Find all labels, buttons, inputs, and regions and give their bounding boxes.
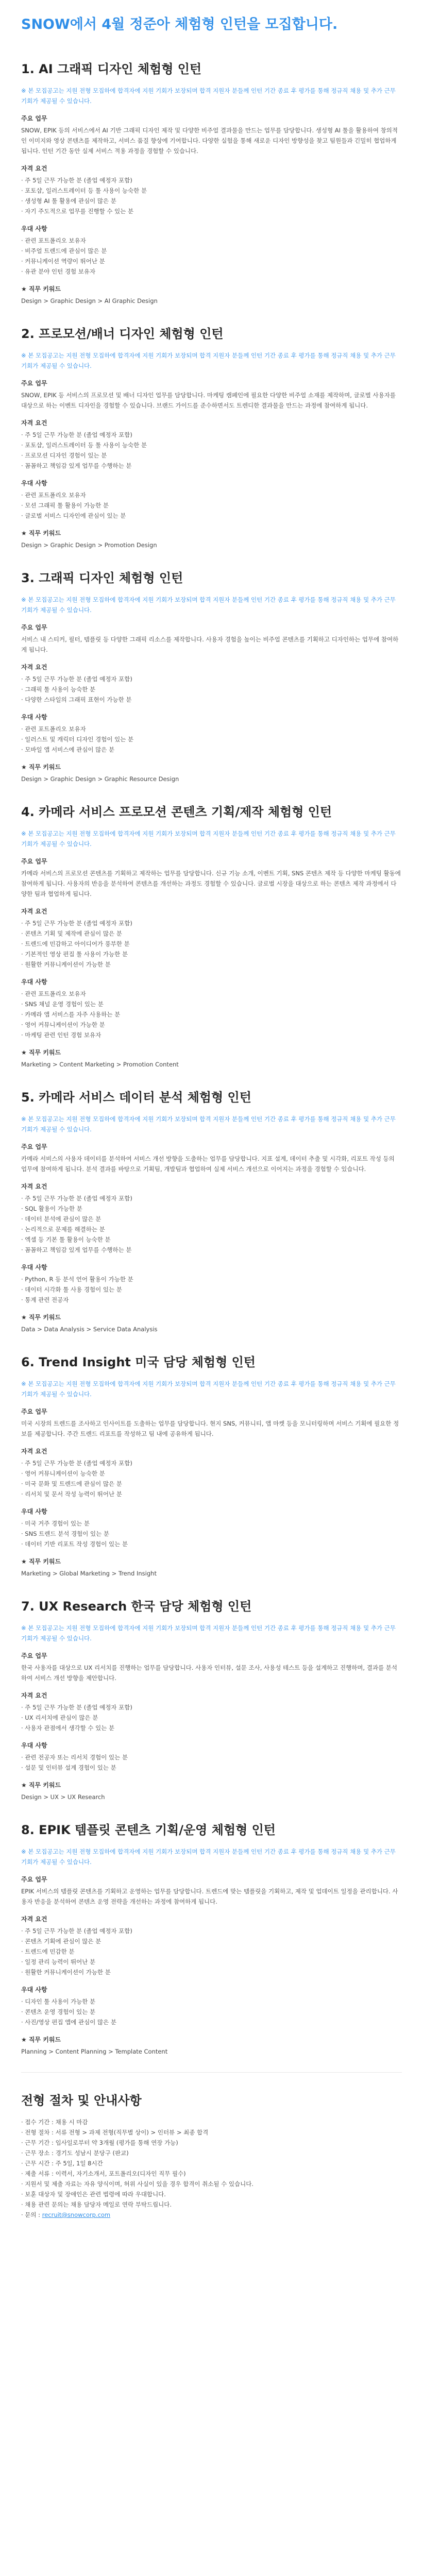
list-item: · 논리적으로 문제를 해결하는 분 bbox=[21, 1226, 105, 1233]
req-label: 자격 요건 bbox=[21, 1183, 47, 1190]
job-title: 7. UX Research 한국 담당 체험형 인턴 bbox=[21, 1599, 252, 1614]
process-item: · 채용 관련 문의는 채용 담당자 메일로 연락 부탁드립니다. bbox=[21, 2201, 172, 2208]
job-note: ※ 본 모집공고는 지원 전형 모집하에 합격자에 지원 기회가 보장되며 합격 지원자 분들께 인턴 기간 종료 후 평가를 통해 정규직 채용 및 추가 근무 기회가 제공될 수 있습니다. bbox=[21, 87, 396, 105]
list-item: · Python, R 등 분석 언어 활용이 가능한 분 bbox=[21, 1276, 133, 1283]
list-item: · 관련 포트폴리오 보유자 bbox=[21, 237, 86, 244]
job-label: ★ 직무 키워드 bbox=[21, 1782, 61, 1789]
pref-label: 우대 사항 bbox=[21, 978, 47, 986]
list-item: · 영어 커뮤니케이션이 가능한 분 bbox=[21, 1021, 105, 1028]
req-label: 자격 요건 bbox=[21, 419, 47, 427]
process-item: · 근무 기간 : 입사일로부터 약 3개월 (평가를 통해 연장 가능) bbox=[21, 2139, 178, 2146]
list-item: Design > UX > UX Research bbox=[21, 1793, 105, 1801]
req-list bbox=[21, 918, 402, 970]
desc-text: 미국 시장의 트렌드를 조사하고 인사이트를 도출하는 업무를 담당합니다. 현지 SNS, 커뮤니티, 앱 마켓 등을 모니터링하며 서비스 기획에 필요한 정보를 제공합니다. 주간 트렌드 리포트를 작성하고 팀 내에 공유하게 됩니다. bbox=[21, 1420, 399, 1437]
process-item: · 근무 장소 : 경기도 성남시 분당구 (판교) bbox=[21, 2149, 129, 2157]
list-item: · 포토샵, 일러스트레이터 등 툴 사용이 능숙한 분 bbox=[21, 187, 147, 194]
list-item: · 콘텐츠 운영 경험이 있는 분 bbox=[21, 2008, 96, 2015]
job-label: ★ 직무 키워드 bbox=[21, 1049, 61, 1056]
job-list bbox=[21, 296, 402, 306]
desc-text: EPIK 서비스의 템플릿 콘텐츠를 기획하고 운영하는 업무를 담당합니다. 트렌드에 맞는 템플릿을 기획하고, 제작 및 업데이트 일정을 관리합니다. 사용자 반응을 분석하여 콘텐츠 운영 전략을 개선하는 과정에 참여하게 됩니다. bbox=[21, 1888, 398, 1905]
list-item: · 사진/영상 편집 앱에 관심이 많은 분 bbox=[21, 2019, 116, 2026]
list-item: · 원활한 커뮤니케이션이 가능한 분 bbox=[21, 961, 111, 968]
desc-label: 주요 업무 bbox=[21, 1408, 47, 1415]
job-section-8 bbox=[21, 1822, 402, 2057]
pref-label: 우대 사항 bbox=[21, 1742, 47, 1749]
process-item: · 보훈 대상자 및 장애인은 관련 법령에 따라 우대합니다. bbox=[21, 2191, 166, 2198]
job-section-3 bbox=[21, 570, 402, 784]
list-item: · 데이터 분석에 관심이 많은 분 bbox=[21, 1215, 101, 1223]
desc-label: 주요 업무 bbox=[21, 115, 47, 122]
req-label: 자격 요건 bbox=[21, 1692, 47, 1699]
list-item: Design > Graphic Design > AI Graphic Design bbox=[21, 297, 158, 304]
req-label: 자격 요건 bbox=[21, 908, 47, 915]
process-item: · 전형 절차 : 서류 전형 > 과제 전형(직무별 상이) > 인터뷰 > 최종 합격 bbox=[21, 2129, 209, 2136]
job-section-2 bbox=[21, 326, 402, 550]
req-list bbox=[21, 175, 402, 216]
list-item: Marketing > Global Marketing > Trend Insight bbox=[21, 1570, 157, 1577]
job-note: ※ 본 모집공고는 지원 전형 모집하에 합격자에 지원 기회가 보장되며 합격 지원자 분들께 인턴 기간 종료 후 평가를 통해 정규직 채용 및 추가 근무 기회가 제공될 수 있습니다. bbox=[21, 1848, 396, 1866]
pref-list bbox=[21, 490, 402, 521]
job-note: ※ 본 모집공고는 지원 전형 모집하에 합격자에 지원 기회가 보장되며 합격 지원자 분들께 인턴 기간 종료 후 평가를 통해 정규직 채용 및 추가 근무 기회가 제공될 수 있습니다. bbox=[21, 352, 396, 369]
job-list bbox=[21, 2046, 402, 2057]
desc-label: 주요 업무 bbox=[21, 624, 47, 631]
job-list bbox=[21, 774, 402, 784]
job-title: 3. 그래픽 디자인 체험형 인턴 bbox=[21, 571, 183, 585]
job-label: ★ 직무 키워드 bbox=[21, 764, 61, 771]
pref-label: 우대 사항 bbox=[21, 1264, 47, 1271]
list-item: · 기본적인 영상 편집 툴 사용이 가능한 분 bbox=[21, 951, 128, 958]
list-item: · 주 5일 근무 가능한 분 (졸업 예정자 포함) bbox=[21, 1927, 132, 1935]
list-item: · 미국 문화 및 트렌드에 관심이 많은 분 bbox=[21, 1480, 122, 1487]
desc-text: 카메라 서비스의 사용자 데이터를 분석하여 서비스 개선 방향을 도출하는 업무를 담당합니다. 지표 설계, 데이터 추출 및 시각화, 리포트 작성 등의 업무에 참여하게 됩니다. 분석 결과를 바탕으로 기획팀, 개발팀과 협업하여 실제 서비스 개선으로 이어지는 과정을 경험할 수 있습니다. bbox=[21, 1155, 395, 1173]
job-title: 2. 프로모션/배너 디자인 체험형 인턴 bbox=[21, 327, 224, 341]
job-list bbox=[21, 1059, 402, 1070]
job-note: ※ 본 모집공고는 지원 전형 모집하에 합격자에 지원 기회가 보장되며 합격 지원자 분들께 인턴 기간 종료 후 평가를 통해 정규직 채용 및 추가 근무 기회가 제공될 수 있습니다. bbox=[21, 1624, 396, 1642]
req-label: 자격 요건 bbox=[21, 664, 47, 671]
pref-label: 우대 사항 bbox=[21, 1986, 47, 1993]
pref-list bbox=[21, 724, 402, 755]
job-label: ★ 직무 키워드 bbox=[21, 285, 61, 293]
req-list bbox=[21, 1926, 402, 1977]
list-item: · 콘텐츠 기획에 관심이 많은 분 bbox=[21, 1938, 101, 1945]
list-item: · SNS 채널 운영 경험이 있는 분 bbox=[21, 1001, 104, 1008]
list-item: · 일정 관리 능력이 뛰어난 분 bbox=[21, 1958, 96, 1965]
list-item: Data > Data Analysis > Service Data Analysis bbox=[21, 1326, 158, 1333]
req-label: 자격 요건 bbox=[21, 1916, 47, 1923]
list-item: · 설문 및 인터뷰 설계 경험이 있는 분 bbox=[21, 1764, 116, 1771]
pref-list bbox=[21, 1274, 402, 1305]
list-item: · 글로벌 서비스 디자인에 관심이 있는 분 bbox=[21, 512, 126, 519]
list-item: · SQL 활용이 가능한 분 bbox=[21, 1205, 82, 1212]
pref-list bbox=[21, 1752, 402, 1773]
job-note: ※ 본 모집공고는 지원 전형 모집하에 합격자에 지원 기회가 보장되며 합격 지원자 분들께 인턴 기간 종료 후 평가를 통해 정규직 채용 및 추가 근무 기회가 제공될 수 있습니다. bbox=[21, 596, 396, 614]
desc-label: 주요 업무 bbox=[21, 1143, 47, 1150]
job-section-1 bbox=[21, 61, 402, 306]
list-item: · 디자인 툴 사용이 가능한 분 bbox=[21, 1998, 96, 2005]
job-section-4 bbox=[21, 804, 402, 1070]
list-item: · 관련 포트폴리오 보유자 bbox=[21, 725, 86, 733]
job-list bbox=[21, 1324, 402, 1334]
process-section bbox=[21, 2092, 402, 2220]
job-title: 4. 카메라 서비스 프로모션 콘텐츠 기획/제작 체험형 인턴 bbox=[21, 805, 332, 819]
pref-list bbox=[21, 989, 402, 1040]
list-item: · 관련 포트폴리오 보유자 bbox=[21, 990, 86, 997]
desc-label: 주요 업무 bbox=[21, 858, 47, 865]
job-title: 5. 카메라 서비스 데이터 분석 체험형 인턴 bbox=[21, 1090, 251, 1105]
req-list bbox=[21, 430, 402, 471]
contact-line bbox=[21, 2210, 402, 2220]
list-item: · 트렌드에 민감하고 아이디어가 풍부한 분 bbox=[21, 940, 130, 947]
job-list bbox=[21, 540, 402, 550]
divider bbox=[21, 2072, 402, 2073]
desc-text: 서비스 내 스티커, 필터, 템플릿 등 다양한 그래픽 리소스를 제작합니다. 사용자 경험을 높이는 비주얼 콘텐츠를 기획하고 디자인하는 업무에 참여하게 됩니다. bbox=[21, 636, 399, 653]
req-list bbox=[21, 1458, 402, 1499]
list-item: · 콘텐츠 기획 및 제작에 관심이 많은 분 bbox=[21, 930, 122, 937]
job-title: 8. EPIK 템플릿 콘텐츠 기획/운영 체험형 인턴 bbox=[21, 1823, 276, 1837]
list-item: · 그래픽 툴 사용이 능숙한 분 bbox=[21, 686, 96, 693]
list-item: Planning > Content Planning > Template Content bbox=[21, 2048, 168, 2055]
list-item: · 트렌드에 민감한 분 bbox=[21, 1948, 75, 1955]
job-label: ★ 직무 키워드 bbox=[21, 1558, 61, 1565]
list-item: Design > Graphic Design > Graphic Resource Design bbox=[21, 775, 179, 783]
list-item: · 자기 주도적으로 업무를 진행할 수 있는 분 bbox=[21, 208, 134, 215]
sections-container bbox=[21, 61, 402, 2057]
req-list bbox=[21, 1193, 402, 1255]
job-note: ※ 본 모집공고는 지원 전형 모집하에 합격자에 지원 기회가 보장되며 합격 지원자 분들께 인턴 기간 종료 후 평가를 통해 정규직 채용 및 추가 근무 기회가 제공될 수 있습니다. bbox=[21, 1380, 396, 1398]
job-label: ★ 직무 키워드 bbox=[21, 2036, 61, 2043]
list-item: · UX 리서치에 관심이 많은 분 bbox=[21, 1714, 98, 1721]
list-item: · 꼼꼼하고 책임감 있게 업무를 수행하는 분 bbox=[21, 1246, 132, 1253]
job-section-5 bbox=[21, 1089, 402, 1334]
req-list bbox=[21, 1702, 402, 1733]
list-item: · 다양한 스타일의 그래픽 표현이 가능한 분 bbox=[21, 696, 132, 703]
contact-label: · 문의 : bbox=[21, 2211, 42, 2218]
list-item: · 주 5일 근무 가능한 분 (졸업 예정자 포함) bbox=[21, 920, 132, 927]
desc-text: 한국 사용자를 대상으로 UX 리서치를 진행하는 업무를 담당합니다. 사용자 인터뷰, 설문 조사, 사용성 테스트 등을 설계하고 진행하며, 결과를 분석하여 서비스 개선 방향을 제안합니다. bbox=[21, 1664, 397, 1682]
list-item: Design > Graphic Design > Promotion Design bbox=[21, 541, 157, 549]
list-item: · 비주얼 트렌드에 관심이 많은 분 bbox=[21, 247, 107, 255]
job-list bbox=[21, 1792, 402, 1802]
list-item: · 꼼꼼하고 책임감 있게 업무를 수행하는 분 bbox=[21, 462, 132, 469]
list-item: · 데이터 기반 리포트 작성 경험이 있는 분 bbox=[21, 1540, 128, 1548]
job-label: ★ 직무 키워드 bbox=[21, 1314, 61, 1321]
process-item: · 제출 서류 : 이력서, 자기소개서, 포트폴리오(디자인 직무 필수) bbox=[21, 2170, 186, 2177]
list-item: · 관련 포트폴리오 보유자 bbox=[21, 492, 86, 499]
process-item: · 지원서 및 제출 자료는 자유 양식이며, 허위 사실이 있을 경우 합격이 취소될 수 있습니다. bbox=[21, 2180, 253, 2188]
desc-label: 주요 업무 bbox=[21, 1876, 47, 1883]
list-item: · 통계 관련 전공자 bbox=[21, 1296, 69, 1303]
list-item: · 일러스트 및 캐릭터 디자인 경험이 있는 분 bbox=[21, 736, 134, 743]
pref-list bbox=[21, 1518, 402, 1549]
pref-label: 우대 사항 bbox=[21, 480, 47, 487]
list-item: · 엑셀 등 기본 툴 활용이 능숙한 분 bbox=[21, 1236, 111, 1243]
pref-label: 우대 사항 bbox=[21, 225, 47, 232]
list-item: · 원활한 커뮤니케이션이 가능한 분 bbox=[21, 1969, 111, 1976]
req-label: 자격 요건 bbox=[21, 1448, 47, 1455]
list-item: · 주 5일 근무 가능한 분 (졸업 예정자 포함) bbox=[21, 1460, 132, 1467]
list-item: · 생성형 AI 툴 활용에 관심이 많은 분 bbox=[21, 197, 116, 205]
list-item: · 모바일 앱 서비스에 관심이 많은 분 bbox=[21, 746, 115, 753]
pref-label: 우대 사항 bbox=[21, 1508, 47, 1515]
job-note: ※ 본 모집공고는 지원 전형 모집하에 합격자에 지원 기회가 보장되며 합격 지원자 분들께 인턴 기간 종료 후 평가를 통해 정규직 채용 및 추가 근무 기회가 제공될 수 있습니다. bbox=[21, 830, 396, 848]
process-item: · 근무 시간 : 주 5일, 1일 8시간 bbox=[21, 2160, 103, 2167]
process-list bbox=[21, 2117, 402, 2210]
list-item: · 리서치 및 문서 작성 능력이 뛰어난 분 bbox=[21, 1490, 122, 1498]
list-item: Marketing > Content Marketing > Promotion Content bbox=[21, 1061, 179, 1068]
list-item: · 커뮤니케이션 역량이 뛰어난 분 bbox=[21, 258, 105, 265]
list-item: · 주 5일 근무 가능한 분 (졸업 예정자 포함) bbox=[21, 1704, 132, 1711]
list-item: · 사용자 관점에서 생각할 수 있는 분 bbox=[21, 1724, 115, 1732]
desc-text: SNOW, EPIK 등의 서비스에서 AI 기반 그래픽 디자인 제작 및 다양한 비주얼 결과물을 만드는 업무를 담당합니다. 생성형 AI 툴을 활용하여 창의적인 이미지와 영상 콘텐츠를 제작하고, 서비스 품질 향상에 기여합니다. 다양한 실험을 통해 새로운 디자인 방향성을 찾고 팀원들과 긴밀히 협업하게 됩니다. 인턴 기간 동안 실제 서비스 적용 과정을 경험할 수 있습니다. bbox=[21, 127, 398, 155]
req-list bbox=[21, 674, 402, 705]
list-item: · 주 5일 근무 가능한 분 (졸업 예정자 포함) bbox=[21, 1195, 132, 1202]
list-item: · 주 5일 근무 가능한 분 (졸업 예정자 포함) bbox=[21, 431, 132, 438]
list-item: · SNS 트렌드 분석 경험이 있는 분 bbox=[21, 1530, 109, 1537]
list-item: · 주 5일 근무 가능한 분 (졸업 예정자 포함) bbox=[21, 675, 132, 683]
list-item: · 포토샵, 일러스트레이터 등 툴 사용이 능숙한 분 bbox=[21, 442, 147, 449]
req-label: 자격 요건 bbox=[21, 165, 47, 172]
desc-label: 주요 업무 bbox=[21, 380, 47, 387]
list-item: · 유관 분야 인턴 경험 보유자 bbox=[21, 268, 96, 275]
list-item: · 미국 거주 경험이 있는 분 bbox=[21, 1520, 90, 1527]
job-list bbox=[21, 1568, 402, 1579]
job-section-6 bbox=[21, 1354, 402, 1579]
list-item: · 프로모션 디자인 경험이 있는 분 bbox=[21, 452, 107, 459]
page-title: SNOW에서 4월 정준아 체험형 인턴을 모집합니다. bbox=[21, 16, 338, 32]
job-title: 1. AI 그래픽 디자인 체험형 인턴 bbox=[21, 62, 202, 76]
list-item: · 카메라 앱 서비스를 자주 사용하는 분 bbox=[21, 1011, 121, 1018]
pref-list bbox=[21, 1996, 402, 2027]
list-item: · 마케팅 관련 인턴 경험 보유자 bbox=[21, 1031, 101, 1039]
pref-label: 우대 사항 bbox=[21, 714, 47, 721]
desc-text: SNOW, EPIK 등 서비스의 프로모션 및 배너 디자인 업무를 담당합니다. 마케팅 캠페인에 필요한 다양한 비주얼 소재를 제작하며, 글로벌 사용자를 대상으로 하는 이벤트 디자인을 경험할 수 있습니다. 브랜드 가이드를 준수하면서도 트렌디한 결과물을 만드는 과정에 참여하게 됩니다. bbox=[21, 392, 396, 409]
list-item: · 주 5일 근무 가능한 분 (졸업 예정자 포함) bbox=[21, 177, 132, 184]
list-item: · 관련 전공자 또는 리서치 경험이 있는 분 bbox=[21, 1754, 128, 1761]
list-item: · 영어 커뮤니케이션이 능숙한 분 bbox=[21, 1470, 105, 1477]
list-item: · 모션 그래픽 툴 활용이 가능한 분 bbox=[21, 502, 109, 509]
job-title: 6. Trend Insight 미국 담당 체험형 인턴 bbox=[21, 1355, 256, 1369]
job-note: ※ 본 모집공고는 지원 전형 모집하에 합격자에 지원 기회가 보장되며 합격 지원자 분들께 인턴 기간 종료 후 평가를 통해 정규직 채용 및 추가 근무 기회가 제공될 수 있습니다. bbox=[21, 1115, 396, 1133]
pref-list bbox=[21, 235, 402, 277]
process-item: · 접수 기간 : 채용 시 마감 bbox=[21, 2119, 88, 2126]
job-section-7 bbox=[21, 1598, 402, 1802]
desc-text: 카메라 서비스의 프로모션 콘텐츠를 기획하고 제작하는 업무를 담당합니다. 신규 기능 소개, 이벤트 기획, SNS 콘텐츠 제작 등 다양한 마케팅 활동에 참여하게 됩니다. 사용자의 반응을 분석하여 콘텐츠를 개선하는 과정도 경험할 수 있습니다. 글로벌 시장을 대상으로 하는 콘텐츠 제작 과정에서 다양한 팀과 협업하게 됩니다. bbox=[21, 870, 401, 897]
process-title: 전형 절차 및 안내사항 bbox=[21, 2093, 142, 2108]
list-item: · 데이터 시각화 툴 사용 경험이 있는 분 bbox=[21, 1286, 122, 1293]
job-label: ★ 직무 키워드 bbox=[21, 530, 61, 537]
desc-label: 주요 업무 bbox=[21, 1652, 47, 1659]
contact-email-link[interactable]: recruit@snowcorp.com bbox=[42, 2211, 111, 2218]
